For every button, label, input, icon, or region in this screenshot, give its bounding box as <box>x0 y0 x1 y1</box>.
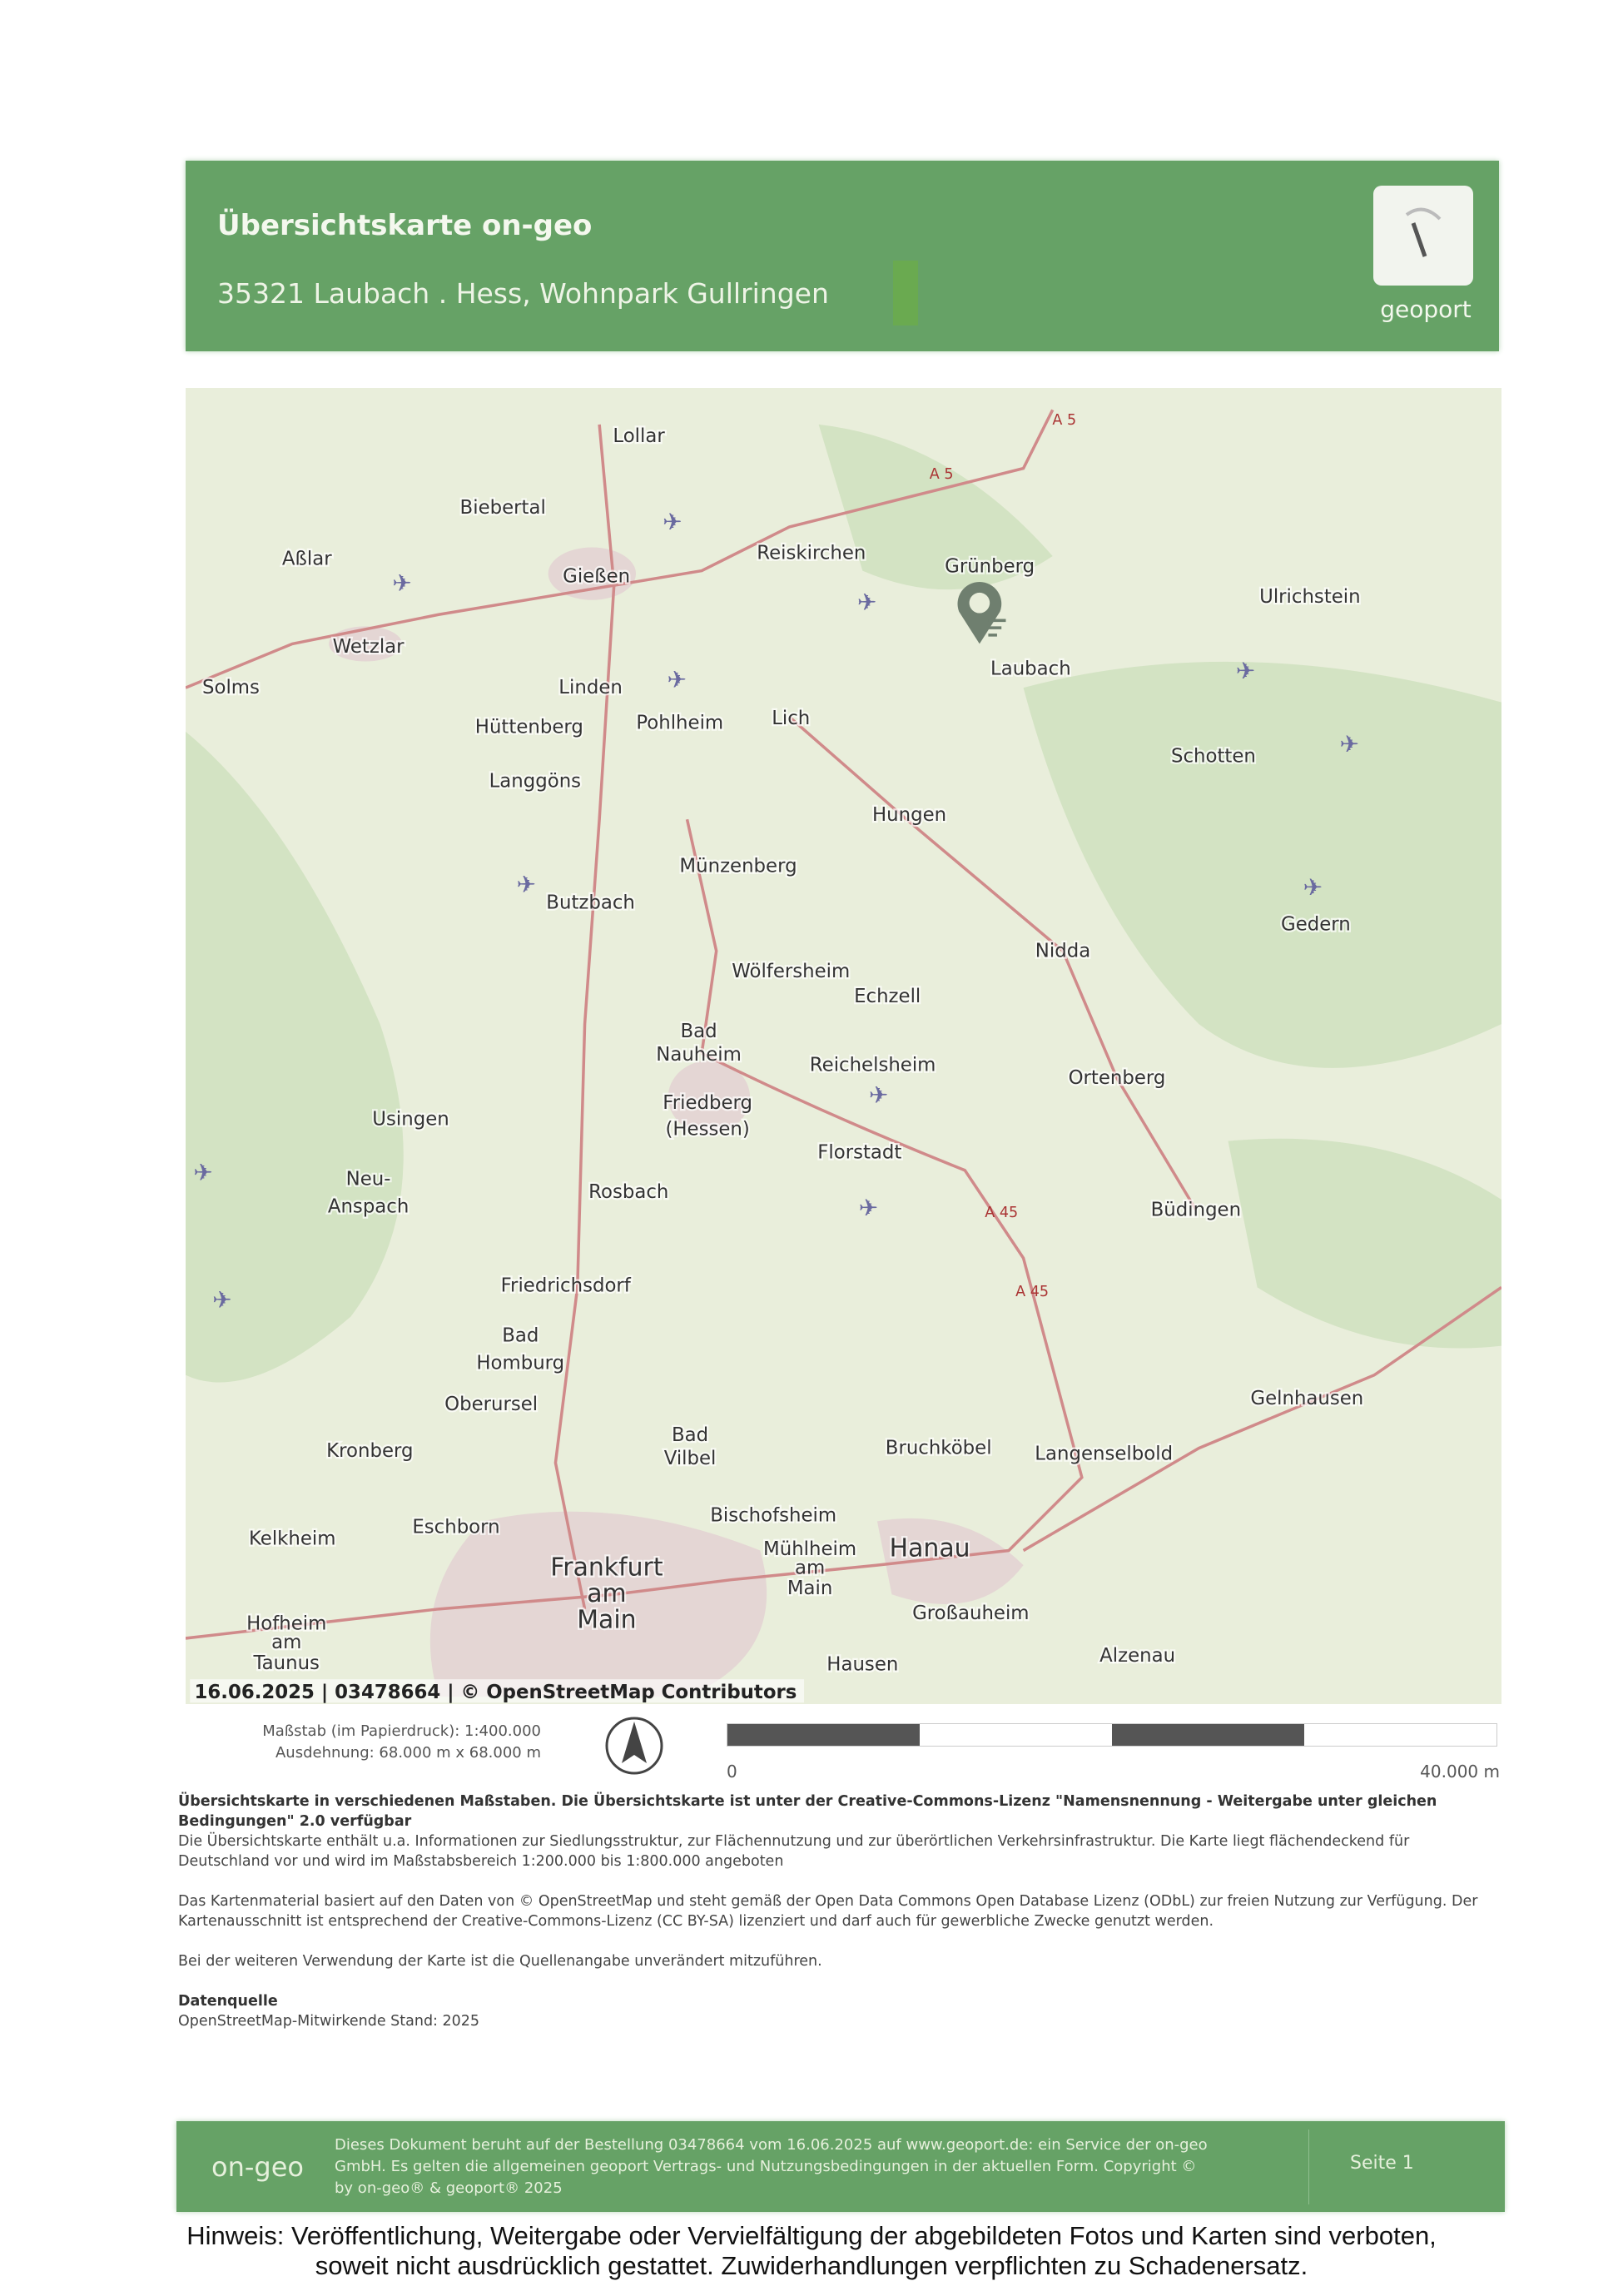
place-label: Taunus <box>253 1652 320 1674</box>
legal-notice-line: Hinweis: Veröffentlichung, Weitergabe oder Vervielfältigung der abgebildeten Fotos und Karten sind verboten, <box>186 2221 1437 2250</box>
geoport-logo-label: geoport <box>1380 296 1472 323</box>
place-label: Anspach <box>327 1195 409 1218</box>
footer-text: Dieses Dokument beruht auf der Bestellung 03478664 vom 16.06.2025 auf www.geoport.de: ein Service der on-geo GmbH. Es gelten die allgemeinen geoport Vertrags- und Nutzungsbedingungen in der aktuellen Form. Copyright © by on-geo® & geoport® 2025 <box>335 2136 1208 2197</box>
airfield-icon: ✈ <box>516 871 537 899</box>
airfield-icon: ✈ <box>856 589 877 617</box>
place-label: Bad <box>502 1324 539 1347</box>
source-text: OpenStreetMap-Mitwirkende Stand: 2025 <box>178 2013 480 2030</box>
place-label: Gedern <box>1281 913 1351 936</box>
place-label: Schotten <box>1170 745 1256 768</box>
description-heading: Übersichtskarte in verschiedenen Maßstaben. Die Übersichtskarte ist unter der Creative-Commons-Lizenz "Namensnennung - Weitergabe unter gleichen Bedingungen" 2.0 verfügbar <box>178 1793 1437 1830</box>
place-label: Wetzlar <box>332 635 405 658</box>
place-label: Ulrichstein <box>1259 586 1361 609</box>
place-label: Gießen <box>563 565 631 588</box>
place-label: Main <box>787 1578 833 1600</box>
place-label: Kronberg <box>326 1440 414 1463</box>
place-label: Hüttenberg <box>474 716 583 738</box>
place-label: Neu- <box>345 1168 391 1190</box>
place-label: Münzenberg <box>679 855 797 877</box>
road-label: A 45 <box>985 1205 1019 1222</box>
place-label: Hungen <box>871 803 947 826</box>
place-label: Lollar <box>613 425 665 447</box>
road-label: A 5 <box>929 465 954 483</box>
legal-notice-line: soweit nicht ausdrücklich gestattet. Zuwiderhandlungen verpflichten zu Schadenersatz. <box>315 2251 1308 2280</box>
map-attribution: 16.06.2025 | 03478664 | © OpenStreetMap Contributors <box>194 1681 797 1703</box>
place-label: Wölfersheim <box>732 960 851 982</box>
place-label: Reichelsheim <box>809 1054 936 1076</box>
airfield-icon: ✈ <box>392 569 412 598</box>
place-label: Biebertal <box>459 497 546 519</box>
place-label: Kelkheim <box>248 1528 336 1550</box>
place-label: Mühlheim <box>763 1538 857 1560</box>
license-text: Das Kartenmaterial basiert auf den Daten von © OpenStreetMap und steht gemäß der Open Data Commons Open Database Lizenz (ODbL) zur freien Nutzung zur Verfügung. Der Kartenausschnitt ist entsprechend der Creative-Commons-Lizenz (CC BY-SA) lizenziert und darf auch für gewerbliche Zwecke genutzt werden. <box>178 1893 1478 1930</box>
paper-scale: Maßstab (im Papierdruck): 1:400.000 <box>262 1722 541 1740</box>
place-label: Bad <box>680 1020 717 1042</box>
north-arrow-icon <box>603 1715 665 1777</box>
scale-bar <box>727 1723 1497 1747</box>
place-label: Pohlheim <box>636 712 724 734</box>
place-label: (Hessen) <box>665 1118 750 1141</box>
airfield-icon: ✈ <box>858 1194 879 1222</box>
header-banner <box>186 161 1499 351</box>
map-description <box>178 1792 1493 2051</box>
overview-map[interactable] <box>186 388 1501 1704</box>
place-label: Solms <box>201 677 260 699</box>
place-label: Oberursel <box>444 1393 539 1415</box>
place-label: Butzbach <box>546 892 635 914</box>
airfield-icon: ✈ <box>1339 730 1360 758</box>
place-label: Hausen <box>826 1653 899 1676</box>
description-text: Die Übersichtskarte enthält u.a. Informationen zur Siedlungsstruktur, zur Flächennutzung und zur überörtlichen Verkehrsinfrastruktur. Die Karte liegt flächendeckend für Deutschland vor und wird im Maßstabsbereich 1:200.000 bis 1:800.000 angeboten <box>178 1833 1410 1870</box>
place-label: Echzell <box>854 985 921 1007</box>
attribution-notice: Bei der weiteren Verwendung der Karte ist die Quellenangabe unverändert mitzuführen. <box>178 1953 822 1970</box>
place-label: am <box>271 1632 302 1654</box>
airfield-icon: ✈ <box>212 1285 232 1314</box>
map-extent: Ausdehnung: 68.000 m x 68.000 m <box>275 1744 541 1762</box>
place-label: Hanau <box>889 1533 970 1563</box>
page-number: Seite 1 <box>1350 2153 1414 2174</box>
place-label: am <box>794 1557 826 1579</box>
place-label: Grünberg <box>945 555 1035 578</box>
place-label: Friedrichsdorf <box>500 1275 631 1297</box>
scale-info <box>200 1721 541 1764</box>
place-label: Ortenberg <box>1068 1067 1166 1090</box>
place-label: am <box>587 1579 627 1609</box>
address-subtitle: 35321 Laubach . Hess, Wohnpark Gullringen <box>217 277 829 310</box>
place-label: Großauheim <box>912 1603 1030 1625</box>
airfield-icon: ✈ <box>1303 873 1323 902</box>
footer-banner <box>176 2121 1505 2212</box>
place-label: Laubach <box>990 658 1071 680</box>
place-label: Bischofsheim <box>710 1504 837 1527</box>
place-label: Eschborn <box>412 1516 500 1538</box>
place-label: Aßlar <box>281 548 332 570</box>
place-label: Nidda <box>1035 940 1091 962</box>
place-label: Bruchköbel <box>885 1437 992 1459</box>
place-label: Rosbach <box>588 1181 669 1204</box>
place-label: Alzenau <box>1099 1645 1176 1667</box>
place-label: Gelnhausen <box>1250 1387 1364 1409</box>
place-label: Nauheim <box>656 1044 742 1066</box>
source-title: Datenquelle <box>178 1993 278 2010</box>
highlight-block <box>893 261 918 326</box>
place-label: Florstadt <box>817 1141 902 1164</box>
road-label: A 5 <box>1052 411 1077 429</box>
place-label: Linden <box>558 677 623 699</box>
place-label: Bad <box>671 1424 709 1446</box>
footer-divider <box>1308 2130 1309 2204</box>
legal-notice <box>0 2221 1623 2281</box>
airfield-icon: ✈ <box>868 1081 889 1110</box>
place-label: Homburg <box>476 1352 565 1374</box>
place-label: Langgöns <box>489 770 582 793</box>
place-label: Büdingen <box>1150 1199 1242 1221</box>
on-geo-logo: on-geo <box>211 2151 304 2183</box>
place-label: Reiskirchen <box>757 542 866 564</box>
place-label: Friedberg <box>663 1092 753 1115</box>
scale-bar-max: 40.000 m <box>1420 1762 1500 1782</box>
place-label: Frankfurt <box>550 1553 663 1583</box>
airfield-icon: ✈ <box>663 508 682 536</box>
place-label: Lich <box>772 708 811 730</box>
place-label: Main <box>577 1605 637 1635</box>
page-title: Übersichtskarte on-geo <box>217 209 593 242</box>
place-label: Usingen <box>372 1108 449 1131</box>
place-label: Langenselbold <box>1035 1443 1174 1465</box>
road-label: A 45 <box>1015 1283 1050 1300</box>
geoport-logo-icon <box>1373 186 1473 286</box>
airfield-icon: ✈ <box>193 1159 213 1187</box>
airfield-icon: ✈ <box>667 666 687 694</box>
scale-bar-min: 0 <box>727 1762 737 1782</box>
airfield-icon: ✈ <box>1235 657 1256 685</box>
place-label: Vilbel <box>663 1447 717 1469</box>
place-label: Hofheim <box>246 1613 327 1635</box>
